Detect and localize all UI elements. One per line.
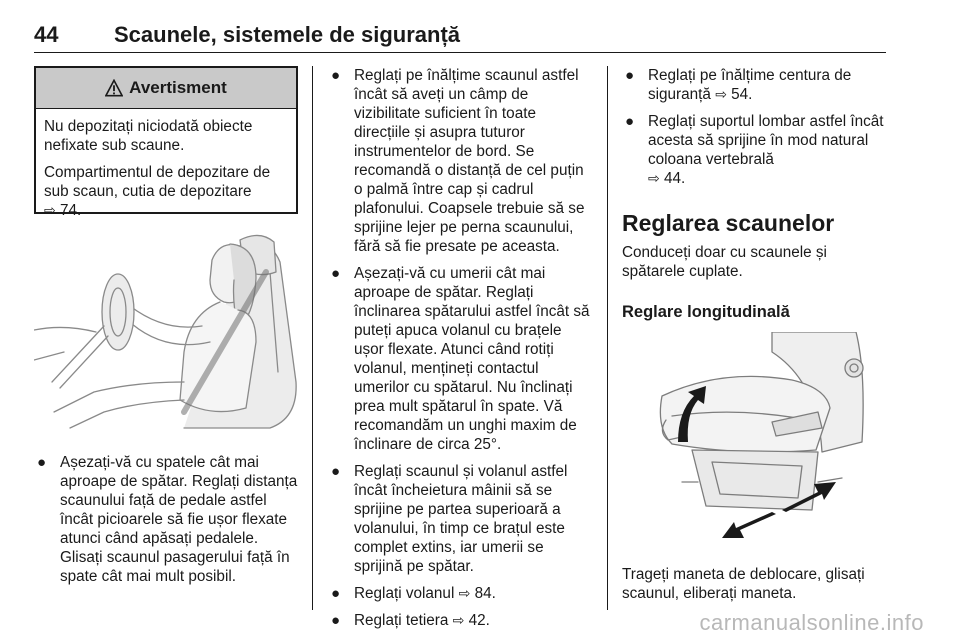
column-divider bbox=[607, 66, 608, 610]
list-item: ● Reglați suportul lombar astfel încât acesta să sprijine în mod natural coloana vertebrală ⇨ 44. bbox=[625, 113, 884, 187]
xref-link[interactable]: 42. bbox=[468, 612, 490, 629]
column-divider bbox=[312, 66, 313, 610]
watermark: carmanualsonline.info bbox=[699, 610, 924, 635]
column-3 bbox=[622, 66, 886, 613]
warning-title: Avertisment bbox=[129, 78, 227, 97]
xref-arrow-icon: ⇨ bbox=[44, 202, 56, 218]
xref-link[interactable]: 84. bbox=[474, 585, 496, 602]
list-item: ● Așezați-vă cu spatele cât mai aproape de spătar. Reglați distanța scaunului față de pedale astfel încât picioarele să fie ușor flexate atunci când apăsați pedalele. Glisați scaunul pasagerului față în spate cât mai mult posibil. bbox=[37, 454, 298, 585]
xref-link[interactable]: 44. bbox=[663, 170, 686, 187]
xref-link[interactable]: 54. bbox=[731, 86, 753, 103]
bullet-list bbox=[622, 66, 886, 188]
subsection-title: Reglare longitudinală bbox=[622, 303, 790, 321]
section-title: Reglarea scaunelor bbox=[622, 210, 835, 236]
warning-paragraph: Compartimentul de depozitare de sub scaun, cutia de depozitare ⇨ 74. bbox=[44, 164, 271, 219]
bullet-list bbox=[328, 66, 593, 630]
warning-header bbox=[36, 68, 296, 109]
xref-arrow-icon: ⇨ bbox=[458, 585, 471, 601]
seating-position-illustration bbox=[34, 232, 298, 430]
section-intro: Conduceți doar cu scaunele și spătarele cuplate. bbox=[622, 244, 827, 280]
xref-link[interactable]: 74. bbox=[59, 202, 82, 219]
column-2 bbox=[328, 66, 593, 638]
list-item: ● Reglați scaunul și volanul astfel încât încheietura mâinii să se sprijine pe partea superioară a volanului, în timp ce brațul este complet extins, iar umerii se sprijină pe spătar. bbox=[331, 463, 568, 575]
warning-box bbox=[34, 66, 298, 219]
list-item: ● Reglați pe înălțime centura de siguranță ⇨ 54. bbox=[625, 67, 852, 103]
list-item: ● Reglați volanul ⇨ 84. bbox=[331, 585, 496, 602]
warning-paragraph: Nu depozitați niciodată obiecte nefixate sub scaune. bbox=[44, 118, 253, 154]
xref-arrow-icon: ⇨ bbox=[715, 86, 727, 102]
warning-icon bbox=[105, 79, 123, 97]
xref-arrow-icon: ⇨ bbox=[452, 612, 465, 628]
column-1 bbox=[34, 66, 298, 594]
list-item: ● Reglați tetiera ⇨ 42. bbox=[331, 612, 490, 629]
seat-adjustment-illustration bbox=[622, 332, 886, 542]
page-number: 44 bbox=[34, 22, 59, 47]
bullet-list bbox=[34, 453, 298, 586]
list-item: ● Reglați pe înălțime scaunul astfel încât să aveți un câmp de vizibilitate suficient în toate direcțiile și asupra tuturor instrumentelor de bord. Se recomandă o distanță de cel puțin o palmă între cap și cadrul plafonului. Coapsele trebuie să se sprijine lejer pe perna scaunului, fără să fie presate pe aceasta. bbox=[331, 67, 585, 255]
warning-body bbox=[36, 109, 296, 220]
page-header bbox=[34, 22, 886, 53]
list-item: ● Așezați-vă cu umerii cât mai aproape de spătar. Reglați înclinarea spătarului astfel încât să puteți apuca volanul cu brațele ușor flexate. Atunci când rotiți volanul, mențineți contactul umerilor cu spătarul. Nu înclinați prea mult spătarul în spate. Vă recomandăm un unghi maxim de înclinare de circa 25°. bbox=[331, 265, 590, 453]
page-title: Scaunele, sistemele de siguranță bbox=[114, 22, 461, 47]
xref-arrow-icon: ⇨ bbox=[648, 170, 660, 186]
figure-caption: Trageți maneta de deblocare, glisați scaunul, eliberați maneta. bbox=[622, 566, 865, 602]
